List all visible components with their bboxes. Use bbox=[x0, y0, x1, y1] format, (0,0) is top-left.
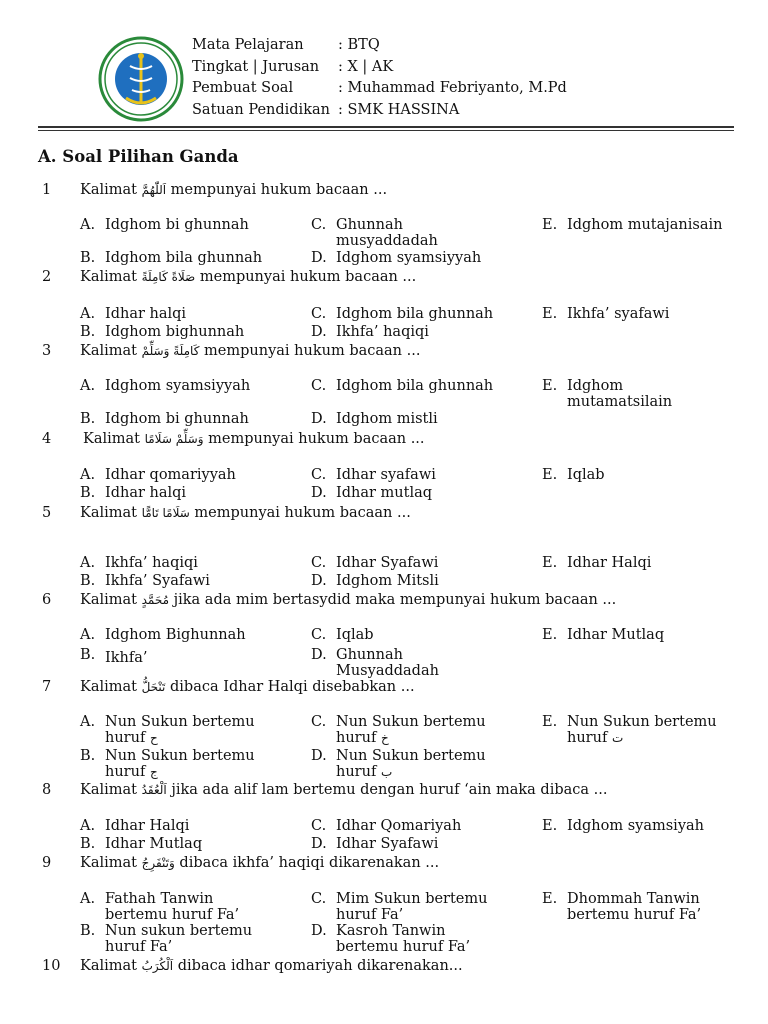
option-text: Idghom bila ghunnah bbox=[336, 306, 494, 322]
option-text: Iqlab bbox=[567, 467, 605, 483]
question-text: Kalimat صَلَاةً كَامِلَةً mempunyai hukum bacaan ... bbox=[80, 269, 417, 285]
option-text: Ikhfa’ Syafawi bbox=[105, 573, 210, 589]
question-text: Kalimat اَللّٰهُمَّ mempunyai hukum bacaan ... bbox=[80, 182, 388, 198]
option-letter: B. bbox=[80, 573, 96, 589]
option-letter: C. bbox=[311, 467, 327, 483]
option-text: Idhar syafawi bbox=[336, 467, 436, 483]
question-text: Kalimat اَلْعُقَدُ jika ada alif lam bertemu dengan huruf ‘ain maka dibaca ... bbox=[80, 782, 608, 798]
arabic-phrase: مُحَمَّدٍ bbox=[141, 593, 170, 607]
option-text: Nun Sukun bertemu huruf ج bbox=[105, 748, 255, 780]
meta-value: : SMK HASSINA bbox=[338, 101, 460, 118]
option-letter: E. bbox=[542, 217, 558, 233]
option-letter: B. bbox=[80, 411, 96, 427]
option-letter: D. bbox=[311, 324, 327, 340]
question-number: 9 bbox=[42, 855, 52, 871]
option-letter: B. bbox=[80, 836, 96, 852]
option-letter: B. bbox=[80, 748, 96, 764]
option-letter: A. bbox=[80, 818, 96, 834]
option-letter: A. bbox=[80, 714, 96, 730]
option-text: Nun Sukun bertemu huruf ت bbox=[567, 714, 717, 746]
option-letter: A. bbox=[80, 306, 96, 322]
option-letter: B. bbox=[80, 324, 96, 340]
option-text: Idghom mistli bbox=[336, 411, 438, 427]
option-text: Idhar Mutlaq bbox=[105, 836, 203, 852]
option-text: Idhar Halqi bbox=[567, 555, 652, 571]
option-text: Idhar Syafawi bbox=[336, 555, 439, 571]
option-letter: E. bbox=[542, 627, 558, 643]
option-letter: D. bbox=[311, 923, 327, 939]
option-text: Ikhfa’ bbox=[105, 650, 148, 666]
option-text: Idhar halqi bbox=[105, 306, 187, 322]
question-number: 6 bbox=[42, 592, 52, 608]
arabic-letter: ح bbox=[149, 731, 158, 745]
question-text: Kalimat كَامِلَةً وَسَلِّمْ mempunyai hukum bacaan ... bbox=[80, 343, 421, 359]
option-text: Idghom mutajanisain bbox=[567, 217, 723, 233]
option-text: Idhar mutlaq bbox=[336, 485, 433, 501]
option-letter: C. bbox=[311, 378, 327, 394]
exam-meta bbox=[192, 35, 567, 121]
arabic-phrase: اَللّٰهُمَّ bbox=[141, 183, 167, 197]
question-number: 2 bbox=[42, 269, 52, 285]
header-rule-thin bbox=[38, 130, 734, 131]
question-number: 3 bbox=[42, 343, 52, 359]
option-letter: D. bbox=[311, 485, 327, 501]
meta-key: Satuan Pendidikan bbox=[192, 101, 330, 118]
arabic-letter: ب bbox=[380, 765, 393, 779]
meta-row bbox=[192, 57, 567, 79]
option-letter: D. bbox=[311, 573, 327, 589]
option-text: Idghom bighunnah bbox=[105, 324, 245, 340]
option-text: Idhar Mutlaq bbox=[567, 627, 665, 643]
option-letter: B. bbox=[80, 250, 96, 266]
option-letter: D. bbox=[311, 647, 327, 663]
question-text: Kalimat مُحَمَّدٍ jika ada mim bertasydid maka mempunyai hukum bacaan ... bbox=[80, 592, 617, 608]
arabic-letter: ت bbox=[611, 731, 624, 745]
meta-row bbox=[192, 100, 567, 122]
option-text: Idghom bila ghunnah bbox=[336, 378, 494, 394]
option-letter: D. bbox=[311, 411, 327, 427]
option-text: Nun sukun bertemu huruf Fa’ bbox=[105, 923, 253, 955]
option-text: Idghom syamsiyah bbox=[567, 818, 704, 834]
option-text: Idhar Halqi bbox=[105, 818, 190, 834]
option-letter: E. bbox=[542, 818, 558, 834]
option-letter: A. bbox=[80, 378, 96, 394]
option-text: Nun Sukun bertemu huruf خ bbox=[336, 714, 486, 746]
section-title: A. Soal Pilihan Ganda bbox=[38, 147, 239, 166]
option-letter: A. bbox=[80, 217, 96, 233]
option-letter: E. bbox=[542, 467, 558, 483]
option-letter: E. bbox=[542, 891, 558, 907]
arabic-phrase: تَنْحَلُّ bbox=[141, 680, 166, 694]
option-letter: C. bbox=[311, 306, 327, 322]
question-text: Kalimat سَلَامًا تَامًّا mempunyai hukum bacaan ... bbox=[80, 505, 411, 521]
option-text: Mim Sukun bertemu huruf Fa’ bbox=[336, 891, 488, 923]
option-letter: A. bbox=[80, 627, 96, 643]
arabic-phrase: سَلَامًا تَامًّا bbox=[141, 506, 190, 520]
option-letter: E. bbox=[542, 714, 558, 730]
option-text: Idghom bi ghunnah bbox=[105, 217, 249, 233]
arabic-letter: خ bbox=[380, 731, 389, 745]
option-text: Idghom bila ghunnah bbox=[105, 250, 263, 266]
question-number: 1 bbox=[42, 182, 52, 198]
option-text: Ikhfa’ haqiqi bbox=[336, 324, 429, 340]
option-text: Idghom Mitsli bbox=[336, 573, 439, 589]
question-number: 4 bbox=[42, 431, 52, 447]
meta-value: : X | AK bbox=[338, 58, 394, 75]
meta-row bbox=[192, 35, 567, 57]
question-text: Kalimat وَسَلِّمْ سَلَامًا mempunyai hukum bacaan ... bbox=[83, 431, 425, 447]
option-text: Idghom Bighunnah bbox=[105, 627, 246, 643]
option-text: Iqlab bbox=[336, 627, 374, 643]
arabic-phrase: صَلَاةً كَامِلَةً bbox=[141, 270, 196, 284]
option-text: Dhommah Tanwin bertemu huruf Fa’ bbox=[567, 891, 702, 923]
option-text: Idghom syamsiyyah bbox=[336, 250, 482, 266]
option-text: Ghunnah musyaddadah bbox=[336, 217, 438, 249]
option-letter: C. bbox=[311, 217, 327, 233]
option-text: Ghunnah Musyaddadah bbox=[336, 647, 439, 679]
option-letter: E. bbox=[542, 555, 558, 571]
document-header bbox=[0, 0, 768, 130]
option-text: Nun Sukun bertemu huruf ح bbox=[105, 714, 255, 746]
option-text: Idghom mutamatsilain bbox=[567, 378, 673, 410]
meta-key: Pembuat Soal bbox=[192, 80, 294, 96]
arabic-letter: ج bbox=[149, 765, 158, 779]
option-text: Idhar Syafawi bbox=[336, 836, 439, 852]
meta-key: Mata Pelajaran bbox=[192, 37, 304, 53]
option-text: Idghom syamsiyyah bbox=[105, 378, 251, 394]
question-number: 10 bbox=[42, 958, 61, 974]
option-text: Fathah Tanwin bertemu huruf Fa’ bbox=[105, 891, 240, 923]
question-text: Kalimat اَلْكُرَبُ dibaca idhar qomariyah dikarenakan... bbox=[80, 958, 463, 974]
meta-value: : Muhammad Febriyanto, M.Pd bbox=[338, 80, 567, 96]
option-letter: D. bbox=[311, 748, 327, 764]
arabic-phrase: كَامِلَةً وَسَلِّمْ bbox=[141, 344, 200, 358]
school-logo-icon bbox=[96, 36, 186, 122]
option-letter: A. bbox=[80, 467, 96, 483]
option-text: Idghom bi ghunnah bbox=[105, 411, 249, 427]
header-rule bbox=[38, 126, 734, 128]
question-number: 8 bbox=[42, 782, 52, 798]
option-text: Ikhfa’ syafawi bbox=[567, 306, 670, 322]
meta-row bbox=[192, 78, 567, 100]
option-letter: C. bbox=[311, 714, 327, 730]
option-letter: E. bbox=[542, 306, 558, 322]
question-number: 5 bbox=[42, 505, 52, 521]
meta-key: Tingkat | Jurusan bbox=[192, 58, 320, 75]
option-letter: A. bbox=[80, 891, 96, 907]
option-text: Idhar halqi bbox=[105, 485, 187, 501]
option-letter: A. bbox=[80, 555, 96, 571]
option-letter: C. bbox=[311, 555, 327, 571]
option-letter: C. bbox=[311, 627, 327, 643]
arabic-phrase: اَلْعُقَدُ bbox=[141, 783, 167, 797]
option-letter: B. bbox=[80, 485, 96, 501]
question-text: Kalimat وَتَنْفَرِجُ dibaca ikhfa’ haqiqi dikarenakan ... bbox=[80, 855, 440, 871]
option-letter: C. bbox=[311, 891, 327, 907]
option-text: Idhar qomariyyah bbox=[105, 467, 236, 483]
arabic-phrase: وَتَنْفَرِجُ bbox=[141, 856, 175, 870]
option-text: Nun Sukun bertemu huruf ب bbox=[336, 748, 486, 780]
option-letter: C. bbox=[311, 818, 327, 834]
option-text: Ikhfa’ haqiqi bbox=[105, 555, 198, 571]
option-letter: D. bbox=[311, 836, 327, 852]
arabic-phrase: وَسَلِّمْ سَلَامًا bbox=[144, 432, 204, 446]
arabic-phrase: اَلْكُرَبُ bbox=[141, 959, 174, 973]
option-letter: B. bbox=[80, 923, 96, 939]
option-text: Idhar Qomariyah bbox=[336, 818, 462, 834]
question-number: 7 bbox=[42, 679, 52, 695]
option-letter: E. bbox=[542, 378, 558, 394]
option-letter: B. bbox=[80, 647, 96, 663]
question-text: Kalimat تَنْحَلُّ dibaca Idhar Halqi disebabkan ... bbox=[80, 679, 415, 695]
option-letter: D. bbox=[311, 250, 327, 266]
option-text: Kasroh Tanwin bertemu huruf Fa’ bbox=[336, 923, 471, 955]
meta-value: : BTQ bbox=[338, 37, 380, 53]
